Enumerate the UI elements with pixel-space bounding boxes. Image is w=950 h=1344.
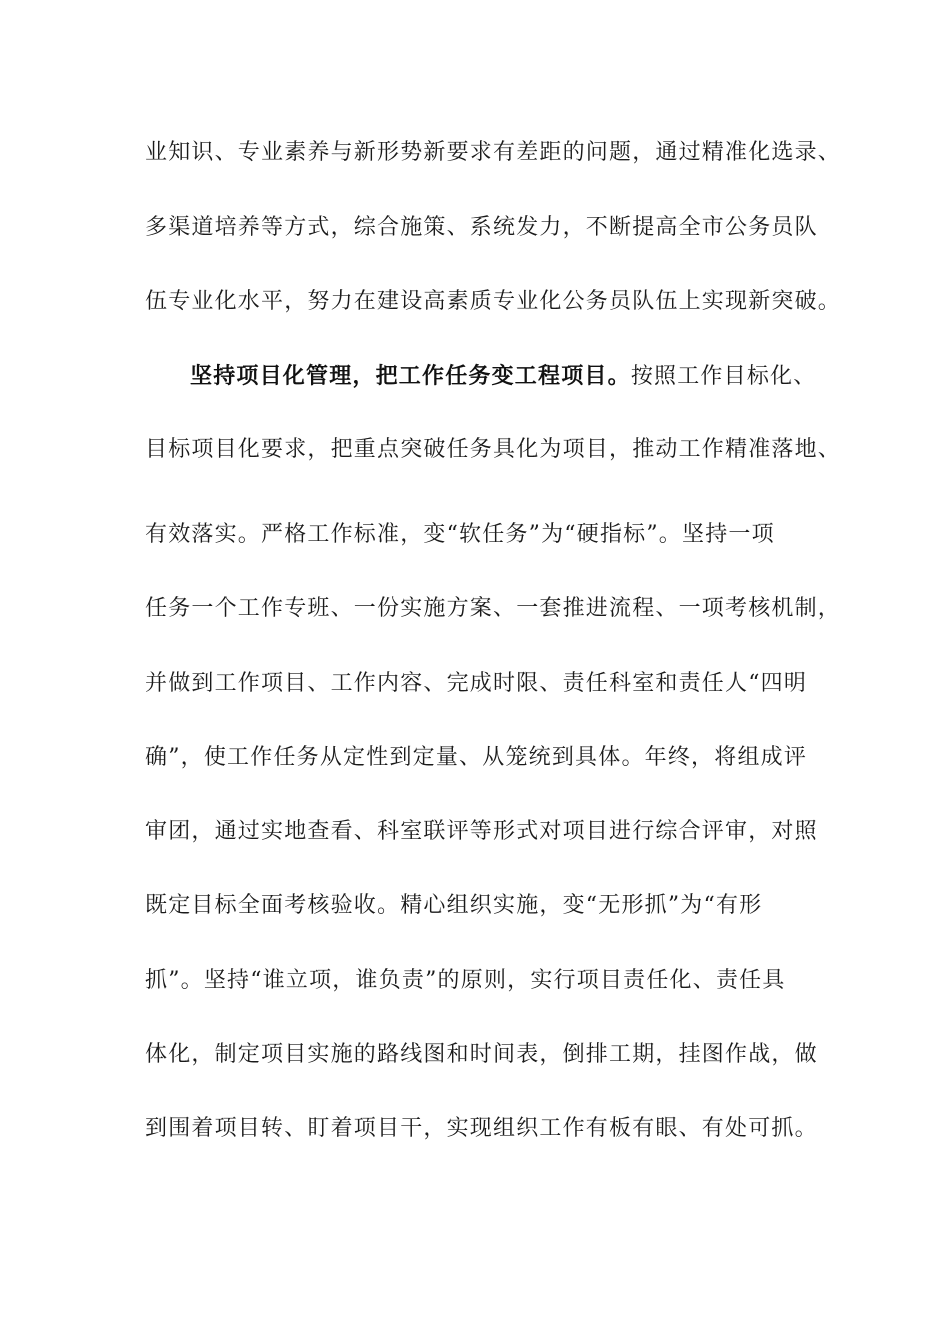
paragraph-2-line-6: 确”，使工作任务从定性到定量、从笼统到具体。年终，将组成评	[145, 745, 808, 770]
paragraph-2-line-2: 目标项目化要求，把重点突破任务具化为项目，推动工作精准落地、	[145, 437, 842, 462]
paragraph-2-line-8: 既定目标全面考核验收。精心组织实施，变“无形抓”为“有形	[145, 893, 763, 918]
paragraph-1-line-2: 多渠道培养等方式，综合施策、系统发力，不断提高全市公务员队	[145, 215, 818, 240]
paragraph-2-line-1	[190, 356, 815, 396]
paragraph-2-line-10: 体化，制定项目实施的路线图和时间表，倒排工期，挂图作战，做	[145, 1042, 818, 1067]
paragraph-2-line-4: 任务一个工作专班、一份实施方案、一套推进流程、一项考核机制，	[145, 596, 842, 621]
paragraph-2-line-11: 到围着项目转、盯着项目干，实现组织工作有板有眼、有处可抓。	[145, 1116, 818, 1141]
paragraph-2-heading: 坚持项目化管理，把工作任务变工程项目。	[190, 363, 631, 389]
paragraph-2-line-3: 有效落实。严格工作标准，变“软任务”为“硬指标”。坚持一项	[145, 522, 775, 547]
paragraph-2-line-7: 审团，通过实地查看、科室联评等形式对项目进行综合评审，对照	[145, 819, 818, 844]
paragraph-1-line-1: 业知识、专业素养与新形势新要求有差距的问题，通过精准化选录、	[145, 140, 842, 165]
paragraph-1-line-3: 伍专业化水平，努力在建设高素质专业化公务员队伍上实现新突破。	[145, 289, 842, 314]
paragraph-2-line-9: 抓”。坚持“谁立项，谁负责”的原则，实行项目责任化、责任具	[145, 968, 786, 993]
paragraph-2-line-5: 并做到工作项目、工作内容、完成时限、责任科室和责任人“四明	[145, 671, 808, 696]
paragraph-2-line-1-rest: 按照工作目标化、	[630, 364, 817, 389]
